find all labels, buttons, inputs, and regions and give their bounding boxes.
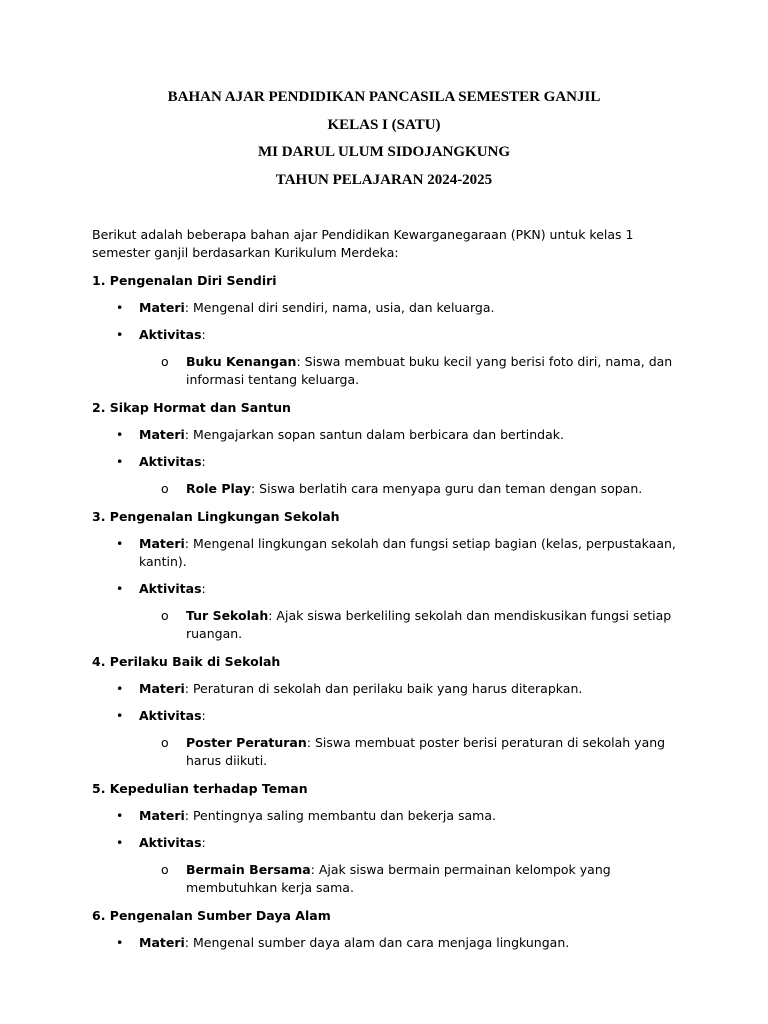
circle-bullet-icon: o bbox=[161, 608, 169, 623]
materi-label: Materi bbox=[139, 427, 185, 442]
section bbox=[92, 780, 692, 897]
section-title: 1. Pengenalan Diri Sendiri bbox=[92, 273, 277, 288]
activity-text: : Siswa berlatih cara menyapa guru dan teman dengan sopan. bbox=[250, 481, 643, 496]
aktivitas-text: : bbox=[201, 835, 206, 850]
document-body bbox=[92, 226, 692, 962]
section bbox=[92, 653, 692, 770]
document-header bbox=[0, 88, 768, 198]
materi-label: Materi bbox=[139, 935, 185, 950]
materi-text: : Mengenal lingkungan sekolah dan fungsi setiap bagian (kelas, perpustakaan, kantin). bbox=[139, 536, 676, 569]
aktivitas-label: Aktivitas bbox=[139, 708, 202, 723]
aktivitas-label: Aktivitas bbox=[139, 581, 202, 596]
materi-item bbox=[92, 426, 692, 444]
title-line: MI DARUL ULUM SIDOJANGKUNG bbox=[257, 144, 511, 160]
section bbox=[92, 272, 692, 389]
materi-label: Materi bbox=[139, 300, 185, 315]
title-line: KELAS I (SATU) bbox=[327, 116, 441, 133]
materi-text: : Mengajarkan sopan santun dalam berbicara dan bertindak. bbox=[184, 427, 564, 442]
activity-text: : Siswa membuat poster berisi peraturan di sekolah yang harus diikuti. bbox=[186, 735, 666, 768]
aktivitas-item bbox=[92, 326, 692, 344]
materi-item bbox=[92, 299, 692, 317]
aktivitas-item bbox=[92, 707, 692, 725]
aktivitas-item bbox=[92, 834, 692, 852]
activity-text: : Ajak siswa bermain permainan kelompok yang membutuhkan kerja sama. bbox=[186, 862, 611, 895]
materi-item bbox=[92, 535, 692, 571]
materi-item bbox=[92, 680, 692, 698]
activity-label: Role Play bbox=[186, 481, 251, 496]
activity-label: Buku Kenangan bbox=[186, 354, 297, 369]
aktivitas-text: : bbox=[201, 454, 206, 469]
bullet-icon: • bbox=[116, 708, 124, 723]
bullet-icon: • bbox=[116, 536, 124, 551]
aktivitas-item bbox=[92, 453, 692, 471]
section-title: 4. Perilaku Baik di Sekolah bbox=[92, 654, 281, 669]
activity-item bbox=[92, 480, 692, 498]
aktivitas-label: Aktivitas bbox=[139, 835, 202, 850]
bullet-icon: • bbox=[116, 581, 124, 596]
activity-item bbox=[92, 861, 692, 897]
circle-bullet-icon: o bbox=[161, 481, 169, 496]
bullet-icon: • bbox=[116, 327, 124, 342]
title-line: TAHUN PELAJARAN 2024-2025 bbox=[275, 171, 493, 188]
activity-text: : Ajak siswa berkeliling sekolah dan mendiskusikan fungsi setiap ruangan. bbox=[186, 608, 672, 641]
activity-label: Bermain Bersama bbox=[186, 862, 311, 877]
materi-label: Materi bbox=[139, 536, 185, 551]
aktivitas-text: : bbox=[201, 327, 206, 342]
aktivitas-text: : bbox=[201, 581, 206, 596]
aktivitas-label: Aktivitas bbox=[139, 454, 202, 469]
activity-item bbox=[92, 607, 692, 643]
materi-label: Materi bbox=[139, 681, 185, 696]
materi-label: Materi bbox=[139, 808, 185, 823]
aktivitas-item bbox=[92, 580, 692, 598]
activity-label: Poster Peraturan bbox=[186, 735, 307, 750]
materi-text: : Pentingnya saling membantu dan bekerja sama. bbox=[184, 808, 496, 823]
materi-item bbox=[92, 807, 692, 825]
circle-bullet-icon: o bbox=[161, 735, 169, 750]
bullet-icon: • bbox=[116, 300, 124, 315]
bullet-icon: • bbox=[116, 427, 124, 442]
materi-text: : Mengenal sumber daya alam dan cara menjaga lingkungan. bbox=[184, 935, 570, 950]
intro-paragraph: Berikut adalah beberapa bahan ajar Pendidikan Kewarganegaraan (PKN) untuk kelas 1 semester ganjil berdasarkan Kurikulum Merdeka: bbox=[92, 227, 634, 260]
activity-item bbox=[92, 353, 692, 389]
circle-bullet-icon: o bbox=[161, 354, 169, 369]
section bbox=[92, 907, 692, 952]
circle-bullet-icon: o bbox=[161, 862, 169, 877]
aktivitas-label: Aktivitas bbox=[139, 327, 202, 342]
materi-text: : Peraturan di sekolah dan perilaku baik yang harus diterapkan. bbox=[184, 681, 583, 696]
section-title: 6. Pengenalan Sumber Daya Alam bbox=[92, 908, 331, 923]
materi-item bbox=[92, 934, 692, 952]
section-title: 2. Sikap Hormat dan Santun bbox=[92, 400, 291, 415]
bullet-icon: • bbox=[116, 835, 124, 850]
section-title: 5. Kepedulian terhadap Teman bbox=[92, 781, 308, 796]
bullet-icon: • bbox=[116, 935, 124, 950]
activity-text: : Siswa membuat buku kecil yang berisi foto diri, nama, dan informasi tentang keluarga. bbox=[186, 354, 673, 387]
section bbox=[92, 399, 692, 498]
section bbox=[92, 508, 692, 643]
bullet-icon: • bbox=[116, 681, 124, 696]
aktivitas-text: : bbox=[201, 708, 206, 723]
bullet-icon: • bbox=[116, 808, 124, 823]
activity-item bbox=[92, 734, 692, 770]
section-title: 3. Pengenalan Lingkungan Sekolah bbox=[92, 509, 340, 524]
bullet-icon: • bbox=[116, 454, 124, 469]
title-line: BAHAN AJAR PENDIDIKAN PANCASILA SEMESTER GANJIL bbox=[167, 89, 601, 105]
materi-text: : Mengenal diri sendiri, nama, usia, dan keluarga. bbox=[184, 300, 495, 315]
activity-label: Tur Sekolah bbox=[186, 608, 269, 623]
